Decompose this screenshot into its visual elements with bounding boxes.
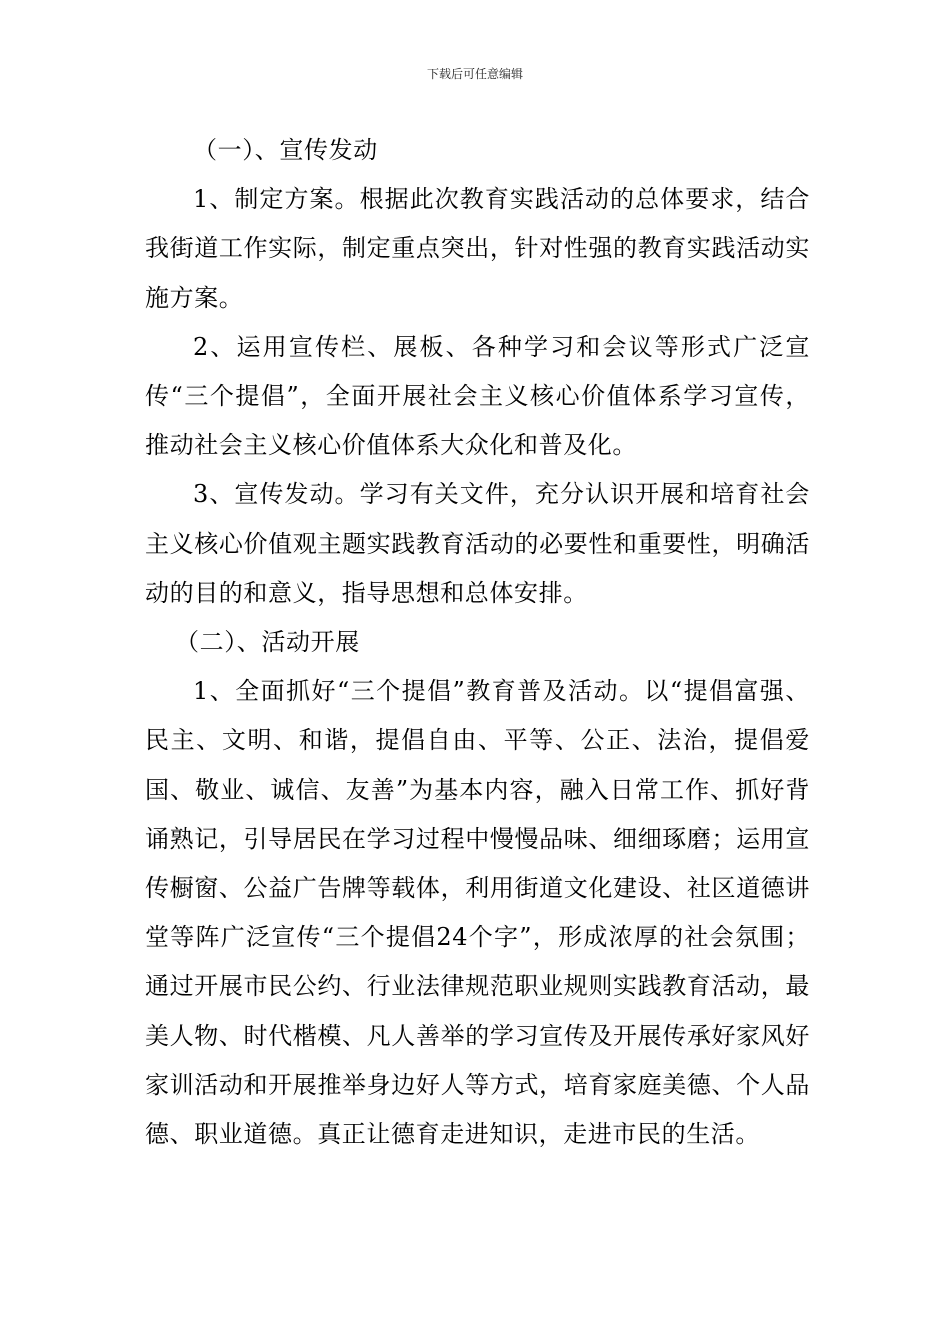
document-body: [145, 126, 810, 1159]
paragraph-1-1: 1、制定方案。根据此次教育实践活动的总体要求，结合我街道工作实际，制定重点突出，针对性强的教育实践活动实施方案。: [145, 185, 810, 312]
section-heading-2: （二）、活动开展: [175, 628, 360, 657]
paragraph-1-3: 3、宣传发动。学习有关文件，充分认识开展和培育社会主义核心价值观主题实践教育活动的必要性和重要性，明确活动的目的和意义，指导思想和总体安排。: [145, 480, 810, 607]
paragraph-2-1: 1、全面抓好“三个提倡”教育普及活动。以“提倡富强、民主、文明、和谐，提倡自由、平等、公正、法治，提倡爱国、敬业、诚信、友善”为基本内容，融入日常工作、抓好背诵熟记，引导居民在学习过程中慢慢品味、细细琢磨；运用宣传橱窗、公益广告牌等载体，利用街道文化建设、社区道德讲堂等阵广泛宣传“三个提倡24个字”，形成浓厚的社会氛围；通过开展市民公约、行业法律规范职业规则实践教育活动，最美人物、时代楷模、凡人善举的学习宣传及开展传承好家风好家训活动和开展推举身边好人等方式，培育家庭美德、个人品德、职业道德。真正让德育走进知识，走进市民的生活。: [145, 677, 810, 1149]
page-header: 下载后可任意编辑: [426, 67, 523, 81]
paragraph-1-2: 2、运用宣传栏、展板、各种学习和会议等形式广泛宣传“三个提倡”，全面开展社会主义核心价值体系学习宣传，推动社会主义核心价值体系大众化和普及化。: [145, 332, 810, 460]
section-heading-1: （一）、宣传发动: [193, 136, 378, 164]
